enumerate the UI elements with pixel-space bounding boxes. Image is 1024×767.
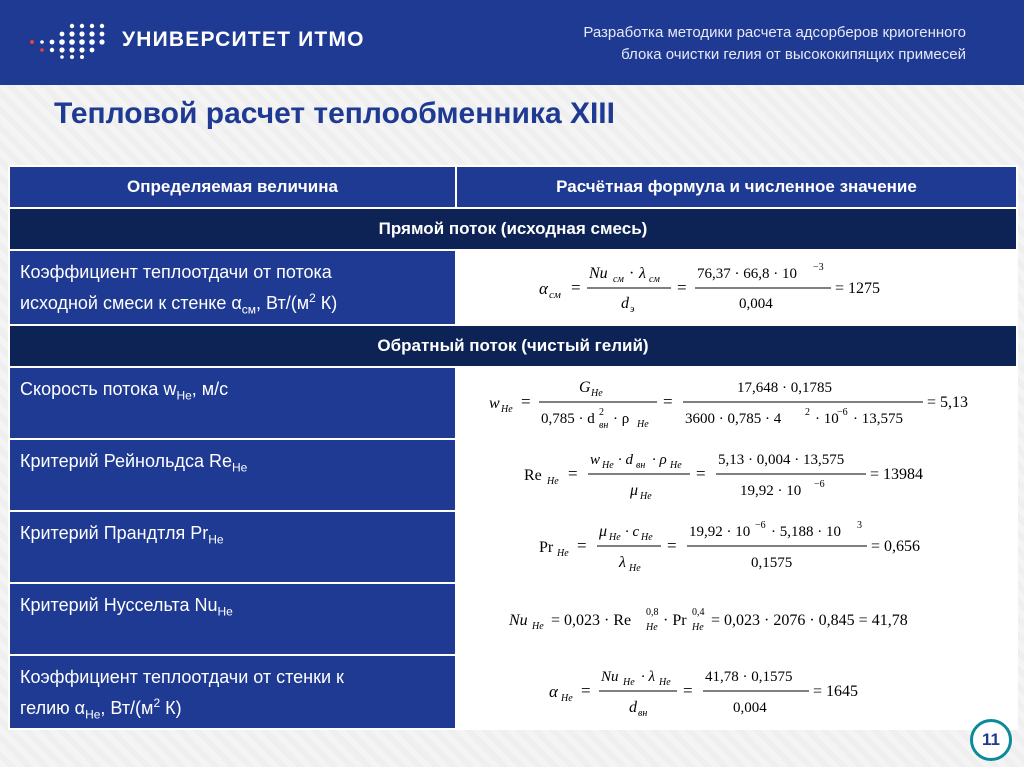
svg-text:=: = <box>682 681 693 700</box>
column-header-quantity: Определяемая величина <box>9 166 456 208</box>
svg-text:0,8: 0,8 <box>645 607 658 618</box>
svg-text:He: He <box>645 622 658 633</box>
svg-text:2: 2 <box>804 407 810 418</box>
svg-text:· Pr: · Pr <box>662 612 687 629</box>
quantity-label: Критерий Рейнольдса $Re_{He}$ <box>9 439 456 511</box>
svg-text:=: = <box>676 277 687 297</box>
formula-cell <box>456 511 1017 583</box>
quantity-label: Коэффициент теплоотдачи от потока исходной смеси к стенке $\alpha_{см}$, $Вт/(м^2$ К) <box>9 250 456 325</box>
svg-text:= 1275: = 1275 <box>834 279 880 297</box>
svg-text:2: 2 <box>598 407 604 418</box>
svg-text:He: He <box>546 476 559 487</box>
svg-text:d: d <box>620 294 629 312</box>
svg-text:· d: · d <box>617 452 633 468</box>
svg-text:−3: −3 <box>812 261 824 273</box>
svg-text:э: э <box>629 303 634 315</box>
slide-title: Тепловой расчет теплообменника XIII <box>54 97 615 130</box>
table-row <box>9 367 1017 439</box>
svg-text:=: = <box>695 464 706 483</box>
formula-cell <box>456 583 1017 655</box>
svg-text:= 0,023 · 2076 · 0,845 = 41,78: = 0,023 · 2076 · 0,845 = 41,78 <box>710 612 908 629</box>
table-header-row <box>9 166 1017 208</box>
svg-text:см: см <box>548 288 561 301</box>
svg-text:d: d <box>628 699 637 716</box>
svg-text:0,004: 0,004 <box>738 295 773 312</box>
table-row <box>9 511 1017 583</box>
svg-text:0,785 · d: 0,785 · d <box>540 411 595 427</box>
svg-text:см: см <box>612 273 624 285</box>
svg-text:He: He <box>622 677 635 688</box>
quantity-label: Критерий Прандтля $Pr_{He}$ <box>9 511 456 583</box>
svg-text:· 5,188 · 10: · 5,188 · 10 <box>770 524 841 540</box>
svg-text:вн: вн <box>637 708 647 719</box>
svg-text:41,78 · 0,1575: 41,78 · 0,1575 <box>704 669 792 685</box>
formula-heat-transfer-helium <box>547 661 927 723</box>
logo-text: УНИВЕРСИТЕТ ИТМО <box>122 28 365 51</box>
svg-text:He: He <box>639 491 652 502</box>
table-row <box>9 655 1017 729</box>
svg-text:3600 · 0,785 · 4: 3600 · 0,785 · 4 <box>684 411 781 427</box>
svg-text:Re: Re <box>523 467 542 484</box>
svg-text:=: = <box>567 464 578 483</box>
svg-text:Nu: Nu <box>588 264 608 282</box>
formula-cell <box>456 655 1017 729</box>
svg-text:3: 3 <box>856 520 862 531</box>
svg-text:5,13 · 0,004 · 13,575: 5,13 · 0,004 · 13,575 <box>717 452 844 468</box>
svg-text:=: = <box>662 392 673 411</box>
calculation-table <box>8 165 1018 730</box>
section-row-direct-flow <box>9 208 1017 250</box>
formula-prandtl <box>537 516 937 578</box>
svg-text:Nu: Nu <box>508 612 528 629</box>
section-title: Обратный поток (чистый гелий) <box>9 325 1017 367</box>
svg-text:= 0,656: = 0,656 <box>870 538 920 555</box>
svg-text:He: He <box>556 548 569 559</box>
svg-text:α: α <box>548 682 558 701</box>
table-row <box>9 250 1017 325</box>
svg-text:Pr: Pr <box>538 539 553 556</box>
svg-text:вн: вн <box>635 460 645 471</box>
svg-text:вн: вн <box>598 420 608 431</box>
svg-text:· 13,575: · 13,575 <box>852 411 903 427</box>
svg-text:He: He <box>691 622 704 633</box>
svg-text:He: He <box>590 388 603 399</box>
svg-text:G: G <box>578 379 591 396</box>
svg-text:= 0,023 · Re: = 0,023 · Re <box>550 612 631 629</box>
header-bar <box>0 0 1024 85</box>
svg-text:=: = <box>570 277 581 297</box>
svg-text:=: = <box>520 392 531 411</box>
itmo-logo-icon <box>28 22 110 60</box>
svg-text:=: = <box>666 536 677 555</box>
formula-cell <box>456 367 1017 439</box>
formula-flow-velocity <box>487 372 987 434</box>
svg-text:0,004: 0,004 <box>732 700 767 716</box>
formula-heat-transfer-mix <box>537 258 937 318</box>
svg-text:0,1575: 0,1575 <box>750 555 792 571</box>
svg-text:0,4: 0,4 <box>691 607 704 618</box>
svg-text:=: = <box>580 681 591 700</box>
section-title: Прямой поток (исходная смесь) <box>9 208 1017 250</box>
svg-text:76,37 · 66,8 · 10: 76,37 · 66,8 · 10 <box>696 265 797 282</box>
page-number-badge: 11 <box>970 719 1012 761</box>
quantity-label: Коэффициент теплоотдачи от стенки к гелию $\alpha_{He}$, $Вт/(м^2$ К) <box>9 655 456 729</box>
column-header-formula: Расчётная формула и численное значение <box>456 166 1017 208</box>
table-row <box>9 439 1017 511</box>
svg-text:см: см <box>648 273 660 285</box>
svg-text:He: He <box>628 563 641 574</box>
svg-text:17,648 · 0,1785: 17,648 · 0,1785 <box>736 380 832 396</box>
svg-text:He: He <box>601 460 614 471</box>
svg-text:He: He <box>636 419 649 430</box>
svg-text:· ρ: · ρ <box>612 411 629 427</box>
svg-text:Nu: Nu <box>600 669 619 685</box>
svg-text:μ: μ <box>629 482 638 499</box>
svg-text:He: He <box>560 693 573 704</box>
svg-text:λ: λ <box>638 264 646 282</box>
svg-text:μ: μ <box>598 523 607 540</box>
svg-text:w: w <box>488 395 500 412</box>
svg-text:=: = <box>576 536 587 555</box>
svg-text:= 5,13: = 5,13 <box>926 394 968 411</box>
svg-text:· ρ: · ρ <box>651 452 667 468</box>
formula-nusselt <box>507 597 967 641</box>
table-row <box>9 583 1017 655</box>
svg-text:· c: · c <box>624 524 639 540</box>
svg-text:19,92 · 10: 19,92 · 10 <box>688 524 750 540</box>
formula-cell <box>456 439 1017 511</box>
svg-text:λ: λ <box>618 554 626 571</box>
svg-text:w: w <box>589 452 600 468</box>
quantity-label: Критерий Нуссельта $Nu_{He}$ <box>9 583 456 655</box>
svg-text:He: He <box>531 621 544 632</box>
section-row-reverse-flow <box>9 325 1017 367</box>
formula-cell <box>456 250 1017 325</box>
svg-text:= 1645: = 1645 <box>812 683 858 700</box>
formula-reynolds <box>522 444 952 506</box>
svg-text:· 10: · 10 <box>814 411 839 427</box>
svg-text:He: He <box>669 460 682 471</box>
svg-text:He: He <box>640 532 653 543</box>
svg-text:·: · <box>628 264 634 282</box>
svg-text:= 13984: = 13984 <box>869 466 923 483</box>
svg-text:−6: −6 <box>754 520 766 531</box>
svg-text:He: He <box>658 677 671 688</box>
svg-text:· λ: · λ <box>640 669 655 685</box>
presentation-subtitle: Разработка методики расчета адсорберов криогенного блока очистки гелия от высококипящих примесей <box>583 24 966 63</box>
svg-text:He: He <box>500 404 513 415</box>
svg-text:α: α <box>538 278 548 298</box>
svg-text:19,92 · 10: 19,92 · 10 <box>739 483 801 499</box>
quantity-label: Скорость потока $w_{He}$, м/с <box>9 367 456 439</box>
svg-text:−6: −6 <box>836 407 848 418</box>
svg-text:He: He <box>608 532 621 543</box>
svg-text:−6: −6 <box>813 479 825 490</box>
